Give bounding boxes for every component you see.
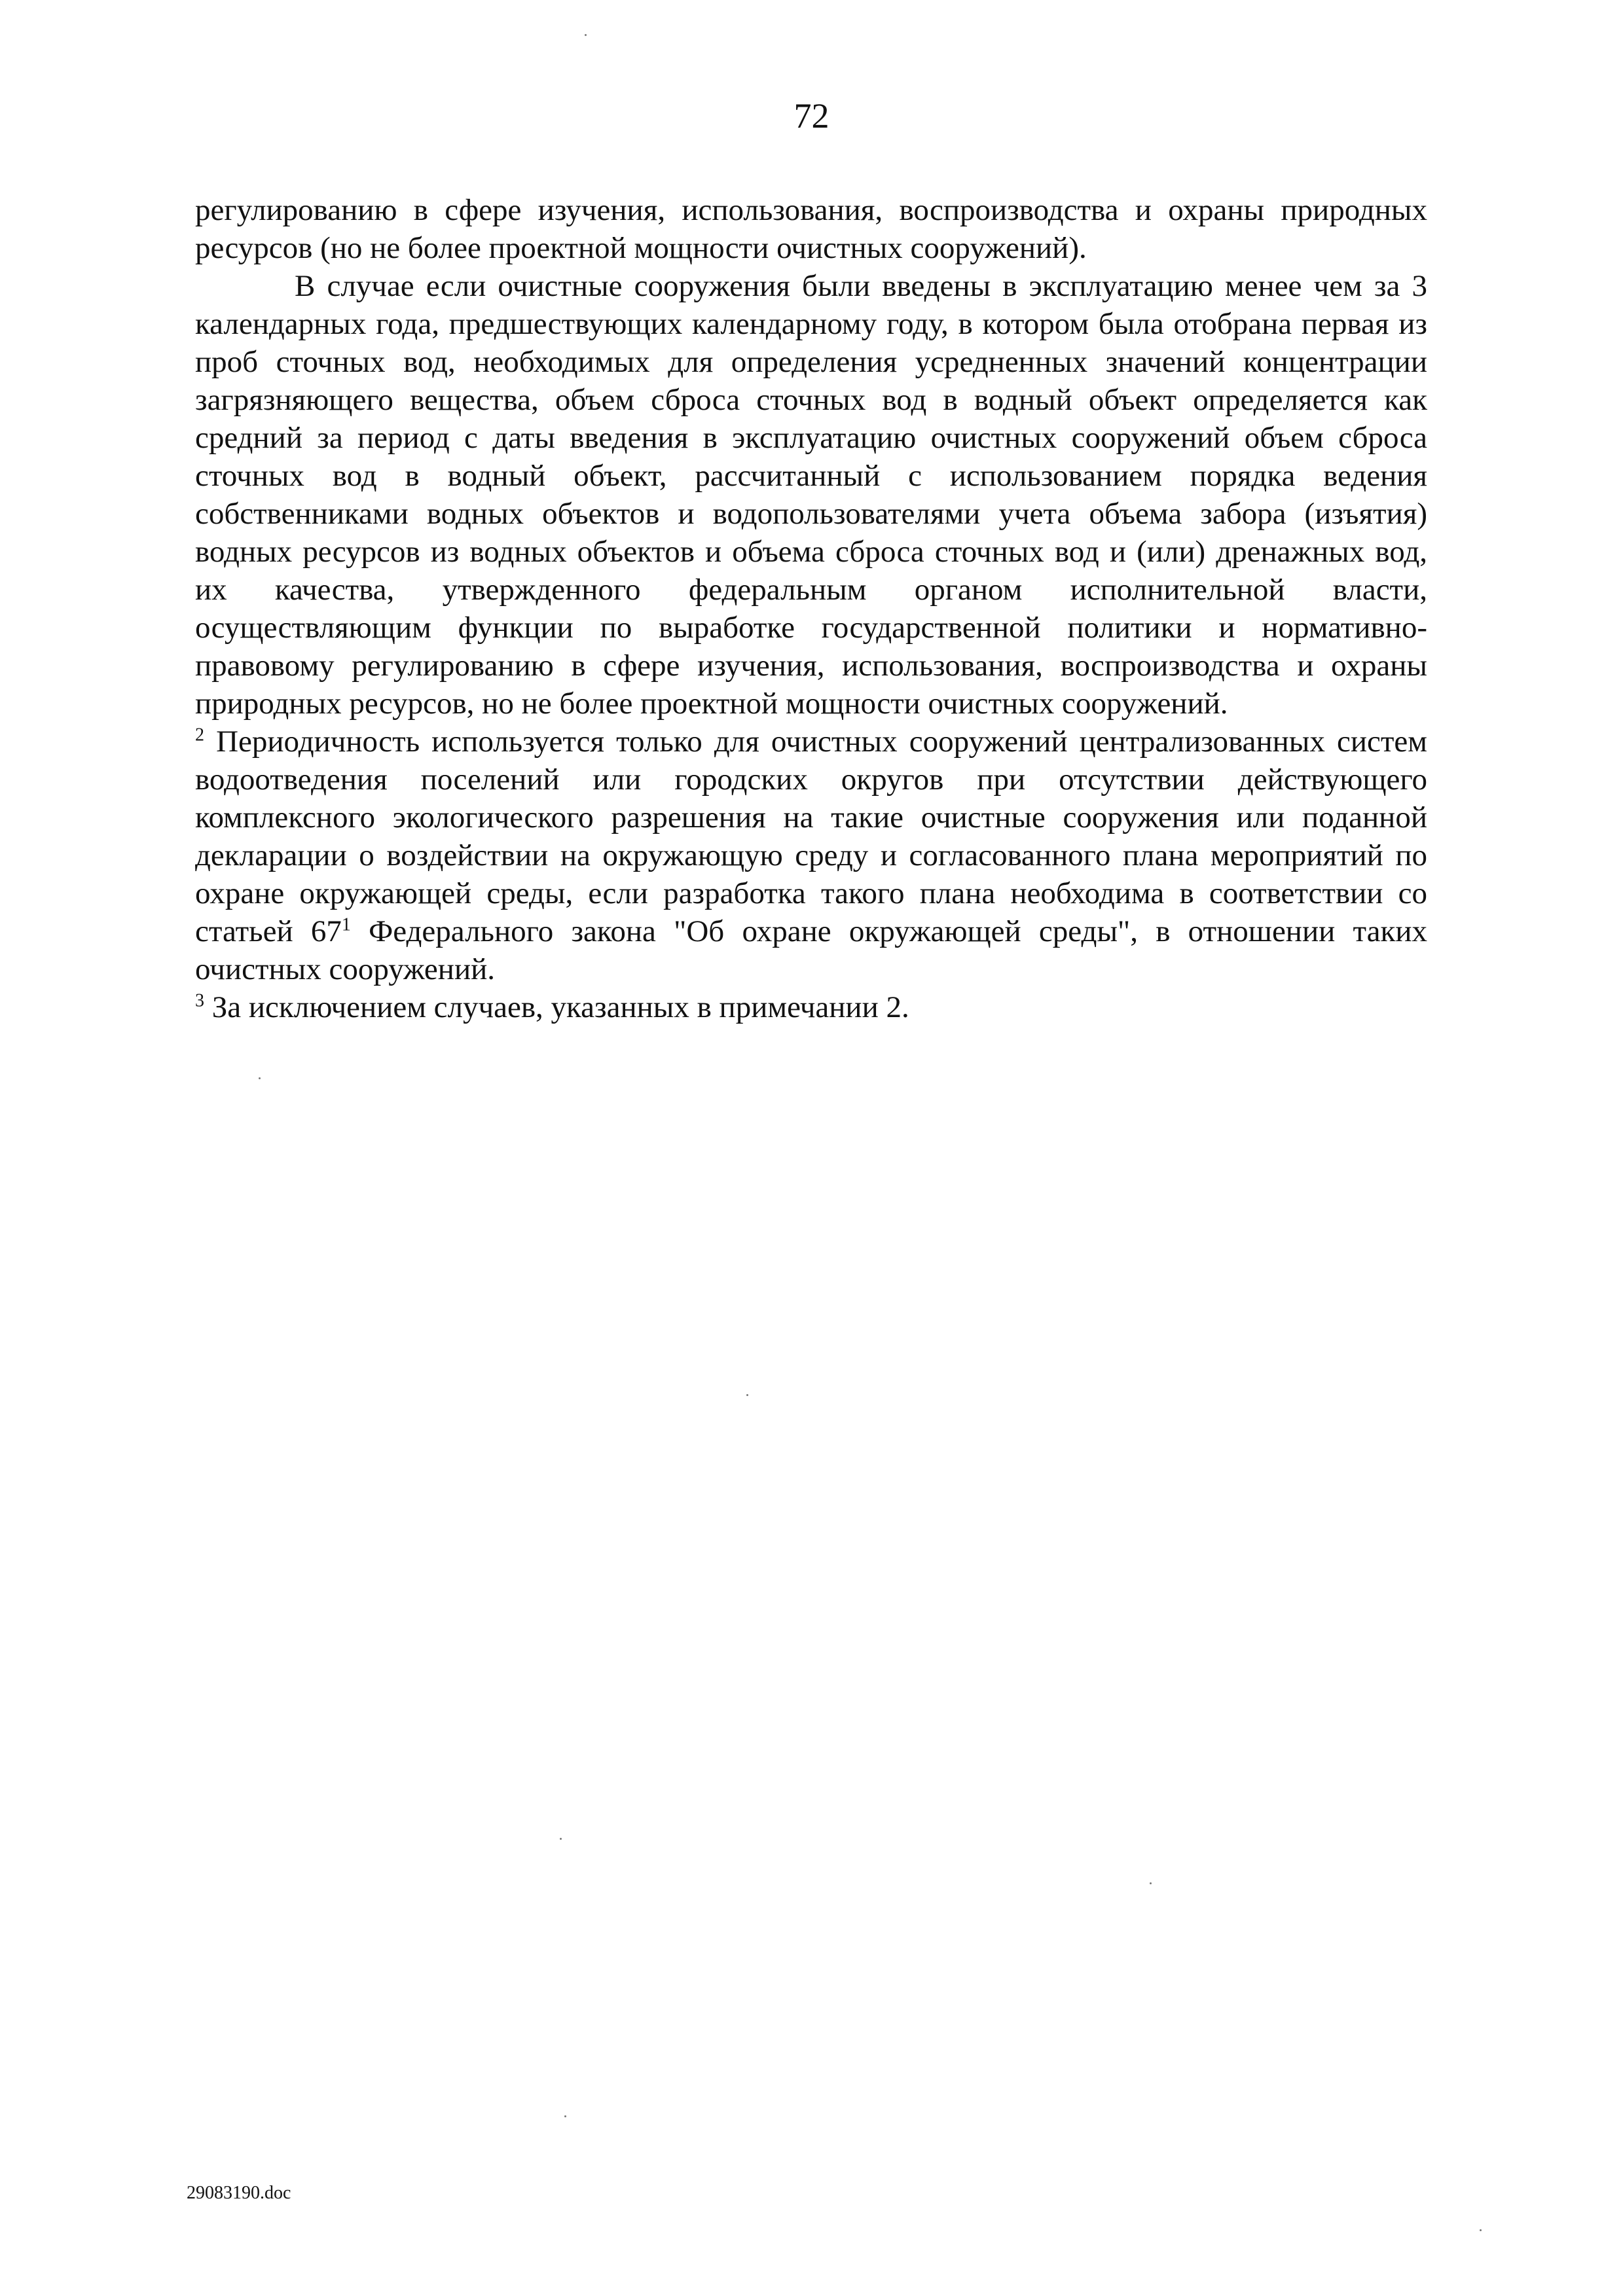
paragraph-continuation: регулированию в сфере изучения, использования, воспроизводства и охраны природных ресурсов (но не более проектной мощности очистных сооружений). <box>195 193 1427 265</box>
note-2 <box>195 723 1427 988</box>
scan-speck <box>1480 2229 1482 2231</box>
scan-speck <box>1150 1882 1152 1884</box>
document-body <box>195 191 1427 1026</box>
note-2-text-before: Периодичность используется только для очистных сооружений централизованных систем водоотведения поселений или городских округов при отсутствии действующего комплексного экологического разрешения на такие очистные сооружения или поданной декларации о воздействии на окружающую среду и согласованного плана мероприятий по охране окружающей среды, если разработка такого плана необходима в соответствии со статьей 67 <box>195 725 1427 948</box>
note-2-text-after: Федерального закона "Об охране окружающей среды", в отношении таких очистных сооружений. <box>195 914 1427 986</box>
note-3-text: За исключением случаев, указанных в примечании 2. <box>204 990 909 1024</box>
note-2-marker: 2 <box>195 725 204 745</box>
footer-filename: 29083190.doc <box>187 2183 291 2203</box>
scan-speck <box>746 1394 748 1396</box>
note-3-marker: 3 <box>195 990 204 1011</box>
note-3 <box>195 988 1427 1026</box>
page-number: 72 <box>793 96 830 135</box>
paragraph-volume-calculation: В случае если очистные сооружения были введены в эксплуатацию менее чем за 3 календарных года, предшествующих календарному году, в котором была отобрана первая из проб сточных вод, необходимых для определения усредненных значений концентрации загрязняющего вещества, объем сброса сточных вод в водный объект определяется как средний за период с даты введения в эксплуатацию очистных сооружений объем сброса сточных вод в водный объект, рассчитанный с использованием порядка ведения собственниками водных объектов и водопользователями учета объема забора (изъятия) водных ресурсов из водных объектов и объема сброса сточных вод и (или) дренажных вод, их качества, утвержденного федеральным органом исполнительной власти, осуществляющим функции по выработке государственной политики и нормативно-правовому регулированию в сфере изучения, использования, воспроизводства и охраны природных ресурсов, но не более проектной мощности очистных сооружений. <box>195 269 1427 721</box>
article-superscript: 1 <box>341 914 351 935</box>
scan-speck <box>259 1077 261 1079</box>
scan-speck <box>560 1838 562 1840</box>
scan-speck <box>564 2115 566 2117</box>
scan-speck <box>585 34 587 36</box>
